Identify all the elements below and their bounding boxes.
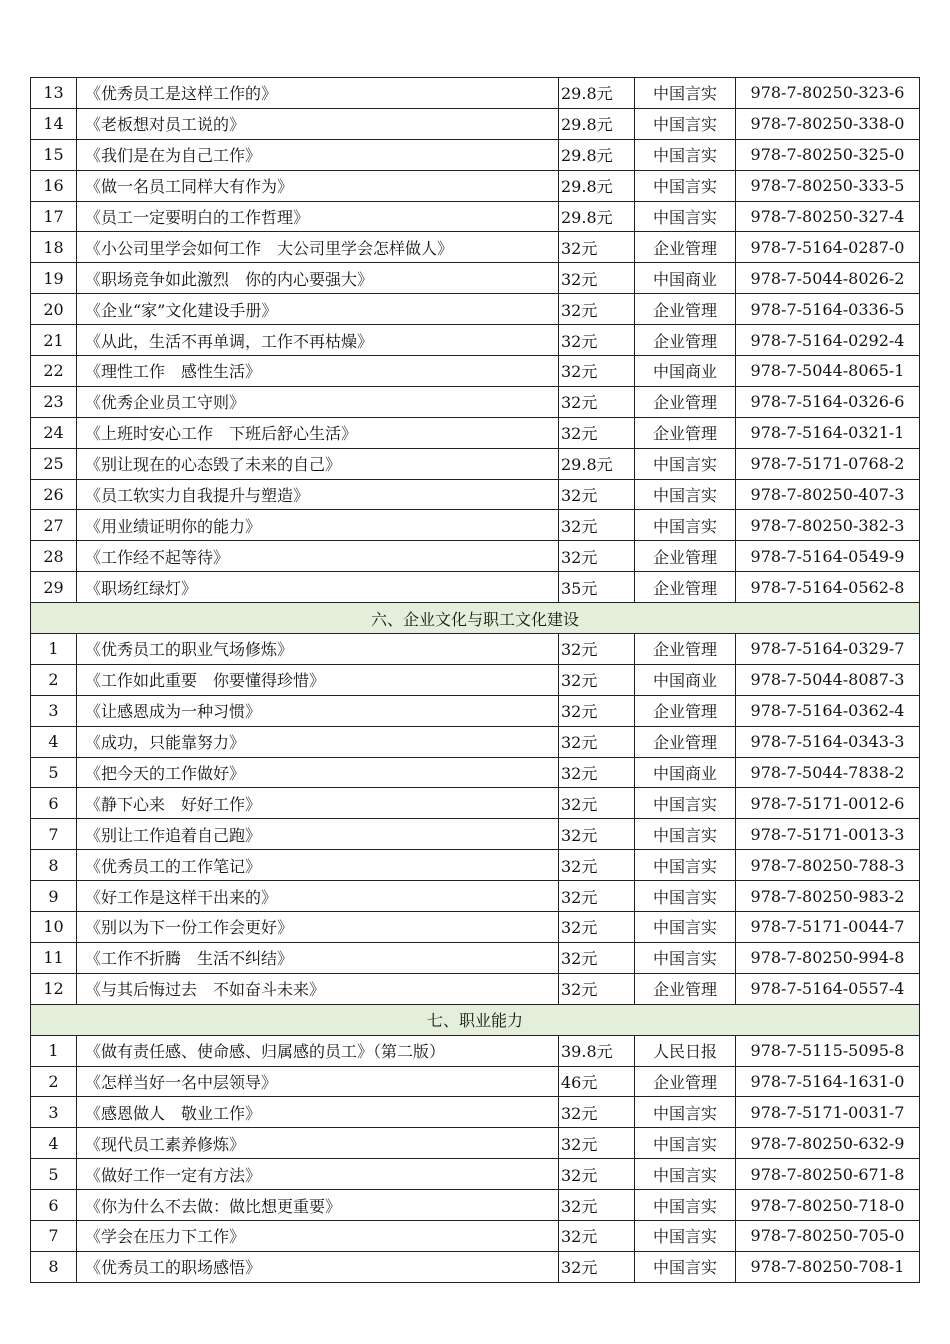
book-number: 7 bbox=[31, 819, 77, 850]
book-publisher: 企业管理 bbox=[635, 417, 736, 448]
book-row bbox=[31, 479, 920, 510]
book-isbn: 978-7-80250-994-8 bbox=[736, 942, 920, 973]
book-number: 24 bbox=[31, 417, 77, 448]
section-title: 七、职业能力 bbox=[31, 1004, 920, 1035]
book-price: 29.8元 bbox=[559, 139, 635, 170]
book-number: 20 bbox=[31, 294, 77, 325]
book-isbn: 978-7-80250-407-3 bbox=[736, 479, 920, 510]
book-publisher: 中国言实 bbox=[635, 479, 736, 510]
book-row bbox=[31, 1251, 920, 1282]
book-price: 32元 bbox=[559, 1128, 635, 1159]
book-isbn: 978-7-5164-0562-8 bbox=[736, 572, 920, 603]
book-isbn: 978-7-80250-338-0 bbox=[736, 108, 920, 139]
book-row bbox=[31, 1220, 920, 1251]
book-isbn: 978-7-5164-0287-0 bbox=[736, 232, 920, 263]
book-isbn: 978-7-5164-0292-4 bbox=[736, 325, 920, 356]
book-title: 《别让工作追着自己跑》 bbox=[77, 819, 559, 850]
book-isbn: 978-7-5164-0336-5 bbox=[736, 294, 920, 325]
book-number: 7 bbox=[31, 1220, 77, 1251]
book-title: 《静下心来 好好工作》 bbox=[77, 788, 559, 819]
book-row bbox=[31, 942, 920, 973]
book-row bbox=[31, 912, 920, 943]
book-title: 《别让现在的心态毁了未来的自己》 bbox=[77, 448, 559, 479]
book-publisher: 企业管理 bbox=[635, 634, 736, 665]
book-isbn: 978-7-80250-325-0 bbox=[736, 139, 920, 170]
book-number: 10 bbox=[31, 912, 77, 943]
book-isbn: 978-7-5171-0013-3 bbox=[736, 819, 920, 850]
book-isbn: 978-7-5044-8087-3 bbox=[736, 664, 920, 695]
book-number: 23 bbox=[31, 386, 77, 417]
book-isbn: 978-7-5171-0044-7 bbox=[736, 912, 920, 943]
book-number: 19 bbox=[31, 263, 77, 294]
book-isbn: 978-7-80250-382-3 bbox=[736, 510, 920, 541]
book-isbn: 978-7-5164-0343-3 bbox=[736, 726, 920, 757]
book-number: 11 bbox=[31, 942, 77, 973]
book-price: 32元 bbox=[559, 417, 635, 448]
book-isbn: 978-7-5164-0329-7 bbox=[736, 634, 920, 665]
book-row bbox=[31, 108, 920, 139]
book-isbn: 978-7-80250-327-4 bbox=[736, 201, 920, 232]
book-title: 《用业绩证明你的能力》 bbox=[77, 510, 559, 541]
book-publisher: 中国言实 bbox=[635, 819, 736, 850]
section-title: 六、企业文化与职工文化建设 bbox=[31, 603, 920, 634]
book-price: 46元 bbox=[559, 1066, 635, 1097]
book-title: 《工作不折腾 生活不纠结》 bbox=[77, 942, 559, 973]
book-price: 32元 bbox=[559, 294, 635, 325]
book-number: 16 bbox=[31, 170, 77, 201]
book-row bbox=[31, 1159, 920, 1190]
book-row bbox=[31, 1097, 920, 1128]
book-price: 32元 bbox=[559, 942, 635, 973]
book-isbn: 978-7-5164-0549-9 bbox=[736, 541, 920, 572]
book-publisher: 企业管理 bbox=[635, 294, 736, 325]
book-isbn: 978-7-5164-0362-4 bbox=[736, 695, 920, 726]
book-publisher: 中国言实 bbox=[635, 1097, 736, 1128]
book-title: 《做一名员工同样大有作为》 bbox=[77, 170, 559, 201]
book-publisher: 中国言实 bbox=[635, 912, 736, 943]
book-price: 32元 bbox=[559, 757, 635, 788]
section-header-row bbox=[31, 1004, 920, 1035]
book-publisher: 企业管理 bbox=[635, 386, 736, 417]
book-number: 12 bbox=[31, 973, 77, 1004]
book-isbn: 978-7-5044-8026-2 bbox=[736, 263, 920, 294]
book-title: 《优秀企业员工守则》 bbox=[77, 386, 559, 417]
book-title: 《与其后悔过去 不如奋斗未来》 bbox=[77, 973, 559, 1004]
book-list-table bbox=[30, 77, 920, 1283]
book-row bbox=[31, 881, 920, 912]
book-number: 4 bbox=[31, 726, 77, 757]
book-publisher: 中国言实 bbox=[635, 1220, 736, 1251]
book-number: 25 bbox=[31, 448, 77, 479]
book-title: 《小公司里学会如何工作 大公司里学会怎样做人》 bbox=[77, 232, 559, 263]
book-isbn: 978-7-5044-7838-2 bbox=[736, 757, 920, 788]
book-title: 《你为什么不去做：做比想更重要》 bbox=[77, 1190, 559, 1221]
book-publisher: 人民日报 bbox=[635, 1035, 736, 1066]
book-price: 32元 bbox=[559, 510, 635, 541]
book-row bbox=[31, 541, 920, 572]
book-isbn: 978-7-5164-0557-4 bbox=[736, 973, 920, 1004]
book-publisher: 中国商业 bbox=[635, 664, 736, 695]
book-number: 4 bbox=[31, 1128, 77, 1159]
book-isbn: 978-7-5164-0326-6 bbox=[736, 386, 920, 417]
book-price: 32元 bbox=[559, 664, 635, 695]
book-isbn: 978-7-80250-788-3 bbox=[736, 850, 920, 881]
book-price: 32元 bbox=[559, 1220, 635, 1251]
book-price: 32元 bbox=[559, 1190, 635, 1221]
book-row bbox=[31, 1128, 920, 1159]
book-price: 32元 bbox=[559, 541, 635, 572]
book-isbn: 978-7-5164-0321-1 bbox=[736, 417, 920, 448]
book-isbn: 978-7-5044-8065-1 bbox=[736, 356, 920, 387]
book-number: 2 bbox=[31, 1066, 77, 1097]
book-number: 15 bbox=[31, 139, 77, 170]
book-title: 《工作如此重要 你要懂得珍惜》 bbox=[77, 664, 559, 695]
book-row bbox=[31, 695, 920, 726]
book-isbn: 978-7-5171-0031-7 bbox=[736, 1097, 920, 1128]
book-number: 5 bbox=[31, 1159, 77, 1190]
book-isbn: 978-7-80250-632-9 bbox=[736, 1128, 920, 1159]
book-number: 27 bbox=[31, 510, 77, 541]
book-price: 39.8元 bbox=[559, 1035, 635, 1066]
book-publisher: 中国言实 bbox=[635, 881, 736, 912]
book-price: 32元 bbox=[559, 386, 635, 417]
book-publisher: 中国言实 bbox=[635, 139, 736, 170]
book-isbn: 978-7-5115-5095-8 bbox=[736, 1035, 920, 1066]
book-publisher: 企业管理 bbox=[635, 726, 736, 757]
book-title: 《做好工作一定有方法》 bbox=[77, 1159, 559, 1190]
book-title: 《从此，生活不再单调，工作不再枯燥》 bbox=[77, 325, 559, 356]
book-isbn: 978-7-80250-983-2 bbox=[736, 881, 920, 912]
book-price: 32元 bbox=[559, 850, 635, 881]
book-title: 《优秀员工的工作笔记》 bbox=[77, 850, 559, 881]
book-price: 32元 bbox=[559, 695, 635, 726]
book-price: 32元 bbox=[559, 881, 635, 912]
book-row bbox=[31, 170, 920, 201]
book-price: 32元 bbox=[559, 634, 635, 665]
book-number: 8 bbox=[31, 850, 77, 881]
book-publisher: 中国言实 bbox=[635, 1128, 736, 1159]
book-price: 29.8元 bbox=[559, 170, 635, 201]
book-title: 《我们是在为自己工作》 bbox=[77, 139, 559, 170]
book-row bbox=[31, 1035, 920, 1066]
book-row bbox=[31, 664, 920, 695]
book-list-body bbox=[31, 78, 920, 1283]
book-row bbox=[31, 1066, 920, 1097]
book-publisher: 中国言实 bbox=[635, 850, 736, 881]
book-price: 35元 bbox=[559, 572, 635, 603]
book-row bbox=[31, 78, 920, 109]
book-number: 21 bbox=[31, 325, 77, 356]
book-price: 29.8元 bbox=[559, 108, 635, 139]
book-row bbox=[31, 572, 920, 603]
book-title: 《现代员工素养修炼》 bbox=[77, 1128, 559, 1159]
book-publisher: 企业管理 bbox=[635, 541, 736, 572]
book-price: 32元 bbox=[559, 1097, 635, 1128]
book-title: 《怎样当好一名中层领导》 bbox=[77, 1066, 559, 1097]
book-title: 《让感恩成为一种习惯》 bbox=[77, 695, 559, 726]
book-row bbox=[31, 448, 920, 479]
book-title: 《把今天的工作做好》 bbox=[77, 757, 559, 788]
book-isbn: 978-7-5164-1631-0 bbox=[736, 1066, 920, 1097]
book-row bbox=[31, 634, 920, 665]
book-number: 8 bbox=[31, 1251, 77, 1282]
book-row bbox=[31, 386, 920, 417]
book-title: 《优秀员工的职场感悟》 bbox=[77, 1251, 559, 1282]
book-publisher: 企业管理 bbox=[635, 325, 736, 356]
book-number: 28 bbox=[31, 541, 77, 572]
book-title: 《优秀员工的职业气场修炼》 bbox=[77, 634, 559, 665]
book-number: 3 bbox=[31, 1097, 77, 1128]
book-title: 《企业“家”文化建设手册》 bbox=[77, 294, 559, 325]
book-number: 13 bbox=[31, 78, 77, 109]
book-publisher: 中国言实 bbox=[635, 1190, 736, 1221]
book-isbn: 978-7-80250-671-8 bbox=[736, 1159, 920, 1190]
book-number: 22 bbox=[31, 356, 77, 387]
book-price: 32元 bbox=[559, 479, 635, 510]
book-publisher: 中国言实 bbox=[635, 108, 736, 139]
book-title: 《理性工作 感性生活》 bbox=[77, 356, 559, 387]
book-publisher: 企业管理 bbox=[635, 572, 736, 603]
book-row bbox=[31, 973, 920, 1004]
book-isbn: 978-7-5171-0012-6 bbox=[736, 788, 920, 819]
book-row bbox=[31, 788, 920, 819]
book-isbn: 978-7-80250-323-6 bbox=[736, 78, 920, 109]
book-title: 《工作经不起等待》 bbox=[77, 541, 559, 572]
book-title: 《别以为下一份工作会更好》 bbox=[77, 912, 559, 943]
book-publisher: 企业管理 bbox=[635, 973, 736, 1004]
book-title: 《好工作是这样干出来的》 bbox=[77, 881, 559, 912]
book-row bbox=[31, 139, 920, 170]
book-title: 《老板想对员工说的》 bbox=[77, 108, 559, 139]
book-number: 5 bbox=[31, 757, 77, 788]
book-publisher: 中国言实 bbox=[635, 170, 736, 201]
book-price: 32元 bbox=[559, 726, 635, 757]
book-row bbox=[31, 1190, 920, 1221]
book-publisher: 中国言实 bbox=[635, 510, 736, 541]
section-header-row bbox=[31, 603, 920, 634]
book-row bbox=[31, 850, 920, 881]
book-title: 《员工软实力自我提升与塑造》 bbox=[77, 479, 559, 510]
book-title: 《上班时安心工作 下班后舒心生活》 bbox=[77, 417, 559, 448]
book-publisher: 企业管理 bbox=[635, 1066, 736, 1097]
book-price: 32元 bbox=[559, 1251, 635, 1282]
book-row bbox=[31, 294, 920, 325]
book-publisher: 中国言实 bbox=[635, 1159, 736, 1190]
book-row bbox=[31, 757, 920, 788]
book-title: 《职场红绿灯》 bbox=[77, 572, 559, 603]
book-price: 29.8元 bbox=[559, 78, 635, 109]
book-publisher: 中国言实 bbox=[635, 942, 736, 973]
book-publisher: 中国言实 bbox=[635, 788, 736, 819]
book-number: 6 bbox=[31, 788, 77, 819]
book-row bbox=[31, 417, 920, 448]
book-row bbox=[31, 510, 920, 541]
book-number: 17 bbox=[31, 201, 77, 232]
book-title: 《成功，只能靠努力》 bbox=[77, 726, 559, 757]
book-row bbox=[31, 263, 920, 294]
book-title: 《学会在压力下工作》 bbox=[77, 1220, 559, 1251]
book-price: 32元 bbox=[559, 912, 635, 943]
book-price: 32元 bbox=[559, 232, 635, 263]
book-price: 29.8元 bbox=[559, 201, 635, 232]
book-publisher: 中国商业 bbox=[635, 263, 736, 294]
book-isbn: 978-7-5171-0768-2 bbox=[736, 448, 920, 479]
book-number: 29 bbox=[31, 572, 77, 603]
book-number: 9 bbox=[31, 881, 77, 912]
book-row bbox=[31, 201, 920, 232]
book-price: 32元 bbox=[559, 819, 635, 850]
book-title: 《员工一定要明白的工作哲理》 bbox=[77, 201, 559, 232]
book-number: 1 bbox=[31, 1035, 77, 1066]
book-publisher: 中国商业 bbox=[635, 356, 736, 387]
book-isbn: 978-7-80250-333-5 bbox=[736, 170, 920, 201]
book-publisher: 企业管理 bbox=[635, 695, 736, 726]
book-number: 14 bbox=[31, 108, 77, 139]
book-number: 18 bbox=[31, 232, 77, 263]
book-price: 32元 bbox=[559, 1159, 635, 1190]
book-price: 32元 bbox=[559, 356, 635, 387]
book-row bbox=[31, 232, 920, 263]
book-publisher: 中国商业 bbox=[635, 757, 736, 788]
book-title: 《优秀员工是这样工作的》 bbox=[77, 78, 559, 109]
book-isbn: 978-7-80250-708-1 bbox=[736, 1251, 920, 1282]
book-row bbox=[31, 356, 920, 387]
book-number: 1 bbox=[31, 634, 77, 665]
book-isbn: 978-7-80250-705-0 bbox=[736, 1220, 920, 1251]
book-isbn: 978-7-80250-718-0 bbox=[736, 1190, 920, 1221]
book-row bbox=[31, 726, 920, 757]
book-price: 32元 bbox=[559, 325, 635, 356]
book-price: 32元 bbox=[559, 788, 635, 819]
book-number: 26 bbox=[31, 479, 77, 510]
book-price: 29.8元 bbox=[559, 448, 635, 479]
book-number: 6 bbox=[31, 1190, 77, 1221]
book-publisher: 中国言实 bbox=[635, 448, 736, 479]
book-publisher: 企业管理 bbox=[635, 232, 736, 263]
book-number: 3 bbox=[31, 695, 77, 726]
book-number: 2 bbox=[31, 664, 77, 695]
book-publisher: 中国言实 bbox=[635, 78, 736, 109]
book-title: 《职场竞争如此激烈 你的内心要强大》 bbox=[77, 263, 559, 294]
book-publisher: 中国言实 bbox=[635, 1251, 736, 1282]
book-price: 32元 bbox=[559, 263, 635, 294]
book-row bbox=[31, 819, 920, 850]
book-title: 《感恩做人 敬业工作》 bbox=[77, 1097, 559, 1128]
book-title: 《做有责任感、使命感、归属感的员工》（第二版） bbox=[77, 1035, 559, 1066]
book-price: 32元 bbox=[559, 973, 635, 1004]
book-publisher: 中国言实 bbox=[635, 201, 736, 232]
book-row bbox=[31, 325, 920, 356]
